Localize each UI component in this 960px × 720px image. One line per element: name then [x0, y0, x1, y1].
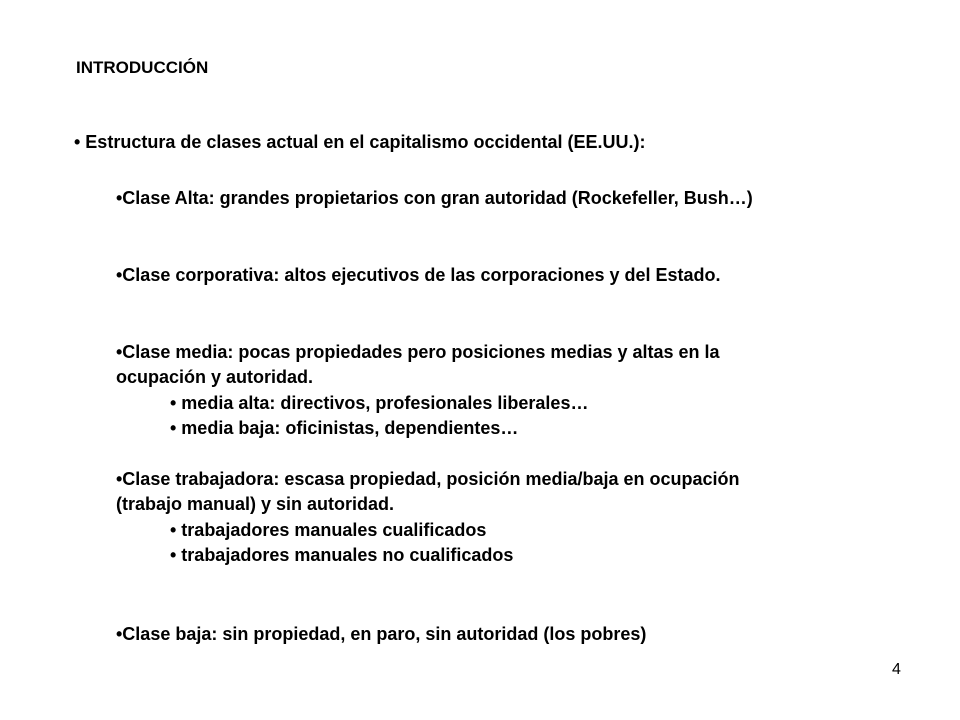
class-corporativa: •Clase corporativa: altos ejecutivos de las corporaciones y del Estado.	[116, 265, 721, 285]
page-number: 4	[892, 661, 901, 678]
class-trabajadora-line2: (trabajo manual) y sin autoridad.	[116, 494, 395, 514]
trabajadores-no-cualificados: • trabajadores manuales no cualificados	[170, 545, 514, 565]
trabajadores-cualificados: • trabajadores manuales cualificados	[170, 520, 487, 540]
class-media-alta: • media alta: directivos, profesionales liberales…	[170, 393, 589, 413]
class-alta: •Clase Alta: grandes propietarios con gran autoridad (Rockefeller, Bush…)	[116, 188, 753, 208]
class-media-baja: • media baja: oficinistas, dependientes…	[170, 418, 519, 438]
slide-title: INTRODUCCIÓN	[76, 58, 209, 77]
class-media-line2: ocupación y autoridad.	[116, 367, 314, 387]
class-media-line1: •Clase media: pocas propiedades pero posiciones medias y altas en la	[116, 342, 720, 362]
class-baja: •Clase baja: sin propiedad, en paro, sin autoridad (los pobres)	[116, 624, 647, 644]
main-bullet: • Estructura de clases actual en el capitalismo occidental (EE.UU.):	[74, 132, 646, 152]
class-trabajadora-line1: •Clase trabajadora: escasa propiedad, posición media/baja en ocupación	[116, 469, 740, 489]
